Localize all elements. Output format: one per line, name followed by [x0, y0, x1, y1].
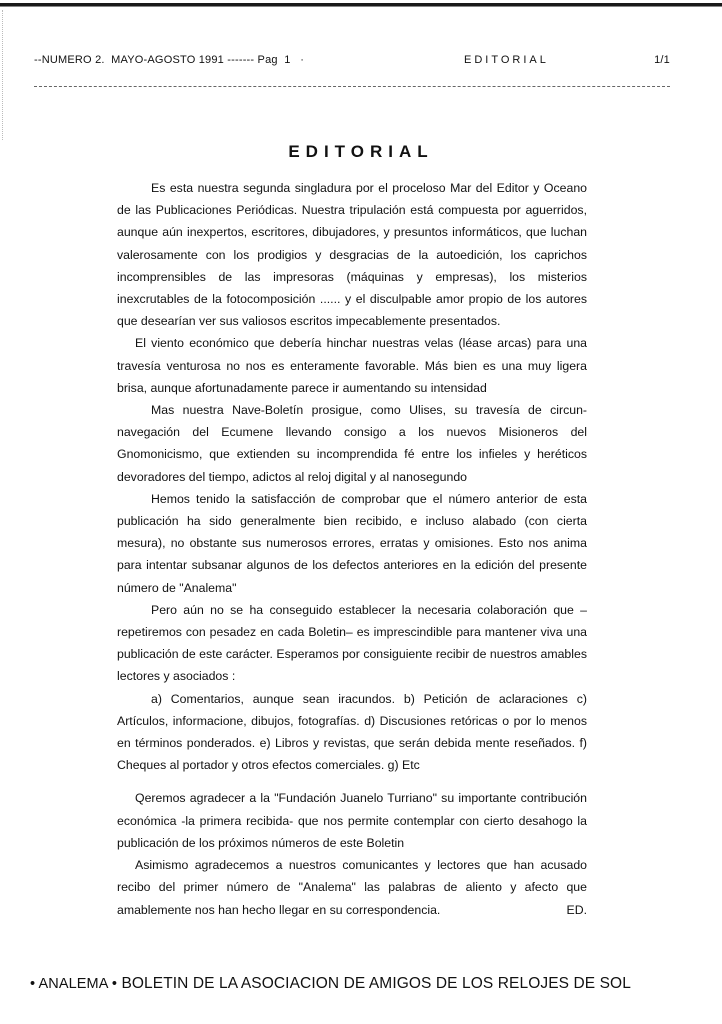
paragraph-4: Hemos tenido la satisfacción de comprobar que el número anterior de esta publicación ha sido generalmente bien recibido, e incluso alabado (con cierta mesura), no obstante sus numerosos errores, erratas y omisiones. Esto nos anima para intentar subsanar algunos de los defectos anteriores en la edición del presente número de "Analema": [117, 491, 587, 595]
paragraph-1: Es esta nuestra segunda singladura por el proceloso Mar del Editor y Oceano de las Publicaciones Periódicas. Nuestra tripulación está compuesta por aguerridos, aunque aún inexpertos, escritores, dibujadores, y presuntos informáticos, que luchan valerosamente con los prodigios y desgracias de la autoedición, los caprichos incomprensibles de las impresoras (máquinas y empresas), los misterios inexcrutables de la fotocomposición ...... y el disculpable amor propio de los autores que desearían ver sus valiosos escritos impecablemente presentados.: [117, 181, 587, 329]
paragraph-5: Pero aún no se ha conseguido establecer la necesaria colaboración que –repetiremos con pesadez en cada Boletin– es imprescindible para mantener viva una publicación de este carácter. Esperamos por consiguiente recibir de nuestros amables lectores y asociados :: [117, 602, 587, 684]
paragraph-2: El viento económico que debería hinchar nuestras velas (léase arcas) para una travesía venturosa no nos es enteramente favorable. Más bien es una muy ligera brisa, aunque afortunadamente parece ir aumentando su intensidad: [117, 336, 587, 395]
editorial-body: [117, 177, 587, 921]
page-title: EDITORIAL: [288, 142, 434, 161]
section-name: EDITORIAL: [464, 54, 549, 66]
paragraph-8: [117, 854, 587, 921]
signature: ED.: [566, 902, 587, 917]
top-border-rule-thin: [0, 6, 722, 7]
page-footer: [30, 975, 690, 993]
header-divider: [34, 86, 670, 87]
paragraph-8-text: Asimismo agradecemos a nuestros comunicantes y lectores que han acusado recibo del primer número de "Analema" las palabras de aliento y afecto que amablemente nos han hecho llegar en su correspondencia.: [117, 858, 587, 917]
page-count: 1/1: [654, 54, 670, 66]
paragraph-6-list: a) Comentarios, aunque sean iracundos. b) Petición de aclaraciones c) Artículos, informacione, dibujos, fotografías. d) Discusiones retóricas o por lo menos en términos ponderados. e) Libros y revistas, que serán debida mente reseñados. f) Cheques al portador y otros efectos comerciales. g) Etc: [117, 691, 587, 773]
footer-subtitle: BOLETIN DE LA ASOCIACION DE AMIGOS DE LOS RELOJES DE SOL: [121, 975, 631, 992]
paragraph-3: Mas nuestra Nave-Boletín prosigue, como Ulises, su travesía de circun-navegación del Ecumene llevando consigo a los nuevos Misioneros del Gnomonicismo, que extienden su incomprendida fé entre los infieles y heréticos devoradores del tiempo, adictos al reloj digital y al nanosegundo: [117, 403, 587, 484]
paragraph-7: Qeremos agradecer a la "Fundación Juanelo Turriano" su importante contribución económica -la primera recibida- que nos permite contemplar con cierto desahogo la publicación de los próximos números de este Boletin: [117, 791, 587, 850]
running-header: [34, 54, 670, 70]
left-scan-edge: [2, 10, 4, 140]
footer-brand: • ANALEMA •: [30, 976, 118, 992]
issue-info: --NUMERO 2. MAYO-AGOSTO 1991 ------- Pag 1 ·: [34, 54, 305, 66]
